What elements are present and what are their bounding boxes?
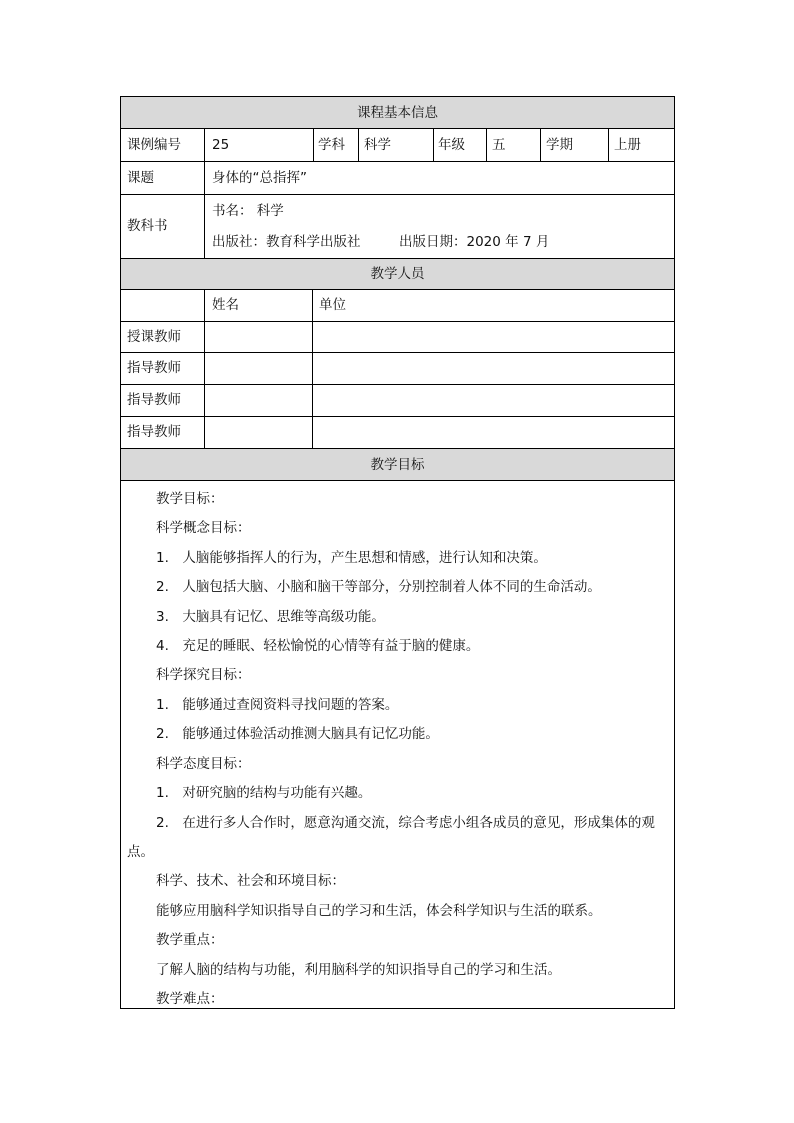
publish-date: 出版日期：2020 年 7 月	[399, 234, 550, 250]
case-no-label: 课例编号	[127, 137, 181, 153]
col-divider	[540, 128, 541, 161]
objective-line: 1. 人脑能够指挥人的行为，产生思想和情感，进行认知和决策。	[156, 550, 547, 566]
col-divider	[608, 128, 609, 161]
col-divider	[358, 128, 359, 161]
objective-line: 教学目标：	[156, 491, 224, 507]
objective-line: 教学重点：	[156, 932, 224, 948]
objective-line: 1. 对研究脑的结构与功能有兴趣。	[156, 785, 372, 801]
objective-line: 了解人脑的结构与功能，利用脑科学的知识指导自己的学习和生活。	[156, 962, 561, 978]
objective-line: 科学、技术、社会和环境目标：	[156, 873, 345, 889]
row-divider	[120, 258, 675, 259]
objective-line: 3. 大脑具有记忆、思维等高级功能。	[156, 609, 385, 625]
objective-line: 1. 能够通过查阅资料寻找问题的答案。	[156, 697, 399, 713]
book-name: 书名： 科学	[212, 203, 284, 219]
objective-line: 2. 人脑包括大脑、小脑和脑干等部分，分别控制着人体不同的生命活动。	[156, 579, 601, 595]
objective-line: 2. 能够通过体验活动推测大脑具有记忆功能。	[156, 726, 439, 742]
staff-col-unit: 单位	[319, 297, 346, 313]
col-divider	[204, 289, 205, 448]
row-divider	[120, 448, 675, 449]
objective-line: 科学态度目标：	[156, 756, 251, 772]
staff-row-label: 授课教师	[127, 329, 181, 345]
col-divider	[312, 289, 313, 448]
term-label: 学期	[546, 137, 573, 153]
staff-col-name: 姓名	[212, 297, 239, 313]
term-value: 上册	[614, 137, 641, 153]
topic-value: 身体的“总指挥”	[212, 170, 307, 186]
topic-label: 课题	[127, 170, 154, 186]
grade-value: 五	[492, 137, 506, 153]
objective-line: 2. 在进行多人合作时，愿意沟通交流，综合考虑小组各成员的意见，形成集体的观	[156, 815, 655, 831]
objective-line: 科学探究目标：	[156, 667, 251, 683]
staff-row-label: 指导教师	[127, 424, 181, 440]
col-divider	[204, 128, 205, 258]
section-title-staff: 教学人员	[370, 266, 425, 282]
staff-row-label: 指导教师	[127, 360, 181, 376]
subject-label: 学科	[318, 137, 345, 153]
staff-row-label: 指导教师	[127, 392, 181, 408]
row-divider	[120, 480, 675, 481]
col-divider	[313, 128, 314, 161]
col-divider	[433, 128, 434, 161]
section-title-basic-info: 课程基本信息	[357, 105, 438, 121]
publisher: 出版社：教育科学出版社	[212, 234, 361, 250]
case-no-value: 25	[212, 137, 230, 153]
subject-value: 科学	[364, 137, 391, 153]
objective-line: 点。	[127, 844, 154, 860]
grade-label: 年级	[438, 137, 465, 153]
col-divider	[486, 128, 487, 161]
objective-line: 4. 充足的睡眠、轻松愉悦的心情等有益于脑的健康。	[156, 638, 480, 654]
section-title-objectives: 教学目标	[370, 457, 425, 473]
textbook-label: 教科书	[127, 218, 168, 234]
objective-line: 能够应用脑科学知识指导自己的学习和生活，体会科学知识与生活的联系。	[156, 903, 602, 919]
objective-line: 科学概念目标：	[156, 520, 251, 536]
objective-line: 教学难点：	[156, 991, 224, 1007]
